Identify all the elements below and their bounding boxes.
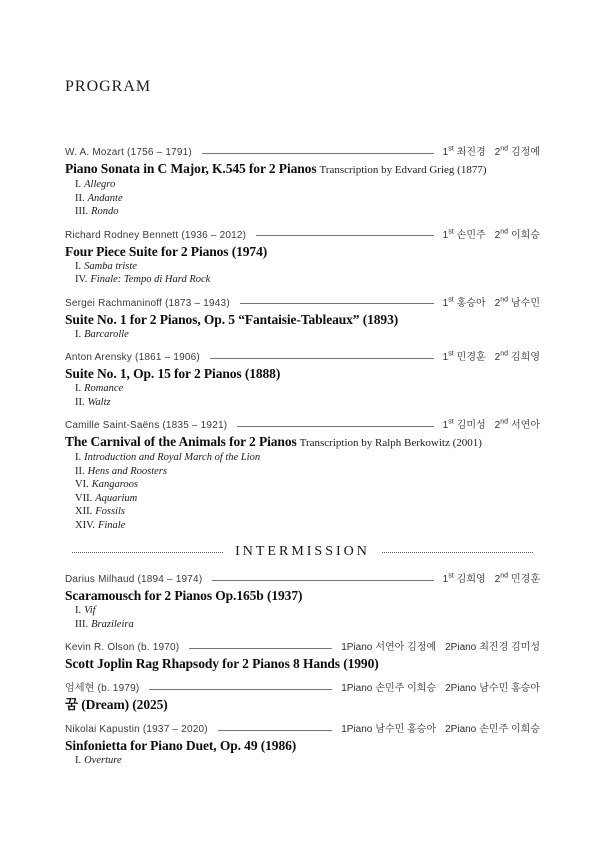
movement-list bbox=[75, 754, 540, 768]
performer-name: 최진경 김미성 bbox=[479, 642, 540, 653]
movement-number: I. bbox=[75, 328, 82, 340]
composer-name: Sergei Rachmaninoff (1873 – 1943) bbox=[65, 297, 230, 309]
performer-group bbox=[443, 352, 486, 364]
performers bbox=[341, 642, 540, 654]
movement-list bbox=[75, 328, 540, 342]
performer-group bbox=[341, 724, 436, 736]
movement-name: Finale: Tempo di Hard Rock bbox=[90, 274, 211, 285]
performer-part-label bbox=[495, 298, 508, 309]
performer-part-label bbox=[443, 420, 454, 431]
separator-rule bbox=[202, 153, 434, 154]
separator-rule bbox=[210, 358, 434, 359]
performer-part-label bbox=[443, 298, 454, 309]
performer-name: 김정예 bbox=[511, 147, 540, 158]
performer-name: 서연아 bbox=[511, 420, 540, 431]
composer-name: W. A. Mozart (1756 – 1791) bbox=[65, 147, 192, 158]
composer-name: Nikolai Kapustin (1937 – 2020) bbox=[65, 724, 208, 735]
composer-row bbox=[65, 147, 540, 159]
program-entry bbox=[65, 147, 540, 219]
piece-title-row bbox=[65, 738, 540, 754]
movement-name: Brazileira bbox=[91, 618, 134, 630]
movement bbox=[75, 396, 540, 410]
piece-title-row bbox=[65, 656, 540, 672]
performer-group bbox=[443, 298, 486, 310]
performer-part-number: 1 bbox=[442, 352, 449, 363]
piece-title: Sinfonietta for Piano Duet, Op. 49 (1986) bbox=[65, 738, 297, 753]
movement-name: Fossils bbox=[95, 506, 125, 517]
ordinal-suffix: nd bbox=[500, 350, 509, 358]
performer-part-label bbox=[443, 230, 454, 241]
performers bbox=[443, 298, 540, 310]
performer-name: 김희영 bbox=[456, 574, 486, 585]
performer-part-number: 1 bbox=[442, 147, 449, 158]
separator-rule bbox=[240, 303, 434, 304]
performer-part-number: 2 bbox=[494, 229, 501, 241]
composer-name: Anton Arensky (1861 – 1906) bbox=[65, 352, 200, 363]
piece-title-row bbox=[65, 434, 540, 451]
performer-part-number: 2 bbox=[494, 574, 501, 585]
piece-title-row bbox=[65, 588, 540, 604]
piece-title: Scott Joplin Rag Rhapsody for 2 Pianos 8 Hands (1990) bbox=[65, 656, 379, 671]
movement-number: III. bbox=[75, 206, 89, 217]
movement-name: Waltz bbox=[87, 396, 111, 408]
movement bbox=[75, 260, 540, 274]
movement bbox=[75, 478, 540, 492]
performer-part-number: 1 bbox=[442, 229, 449, 241]
ordinal-suffix: st bbox=[448, 350, 454, 358]
movement-name: Kangaroos bbox=[91, 479, 139, 490]
performer-name: 김미성 bbox=[456, 420, 486, 431]
separator-rule bbox=[218, 730, 332, 731]
intermission-row bbox=[65, 544, 540, 560]
composer-row bbox=[65, 724, 540, 736]
movement-name: Romance bbox=[84, 383, 124, 394]
piece-title: 꿈 (Dream) (2025) bbox=[65, 697, 168, 712]
performer-group bbox=[443, 230, 486, 242]
composer-row bbox=[65, 420, 540, 432]
ordinal-suffix: nd bbox=[500, 296, 509, 304]
movement-number: I. bbox=[75, 755, 82, 766]
performer-group bbox=[495, 420, 540, 432]
performer-group bbox=[341, 642, 436, 654]
composer-name: Camille Saint-Saëns (1835 – 1921) bbox=[65, 420, 228, 431]
piece-title-row bbox=[65, 312, 540, 328]
performer-part-label bbox=[443, 147, 454, 158]
performer-group bbox=[443, 574, 486, 586]
movement bbox=[75, 273, 540, 287]
performer-part-label bbox=[445, 642, 476, 653]
movement bbox=[75, 754, 540, 768]
separator-rule bbox=[149, 689, 332, 690]
movement-number: III. bbox=[75, 618, 89, 630]
movement-name: Barcarolle bbox=[84, 328, 129, 340]
performers bbox=[443, 574, 540, 586]
performers bbox=[443, 352, 540, 364]
performer-part-number: 1 bbox=[442, 297, 449, 309]
movement bbox=[75, 451, 540, 465]
performer-name: 서연아 김정예 bbox=[375, 642, 437, 653]
ordinal-suffix: nd bbox=[500, 418, 509, 426]
movement-number: I. bbox=[75, 260, 82, 272]
performer-part-label bbox=[495, 420, 508, 431]
performer-name: 이희승 bbox=[511, 229, 540, 241]
piece-title-row bbox=[65, 244, 540, 260]
movement bbox=[75, 205, 540, 219]
movement-name: Introduction and Royal March of the Lion bbox=[84, 452, 261, 463]
performer-part-number: 1 bbox=[442, 574, 449, 585]
program-entry bbox=[65, 298, 540, 342]
ordinal-suffix: st bbox=[448, 572, 454, 580]
performer-group bbox=[443, 147, 486, 159]
performer-name: 김희영 bbox=[511, 352, 540, 363]
ordinal-suffix: nd bbox=[500, 572, 509, 580]
ordinal-suffix: st bbox=[448, 145, 454, 153]
piece-title-row bbox=[65, 697, 540, 713]
movement-number: I. bbox=[75, 179, 82, 190]
movement bbox=[75, 604, 540, 618]
piece-title: Suite No. 1 for 2 Pianos, Op. 5 “Fantaisie-Tableaux” (1893) bbox=[65, 311, 399, 327]
movement-number: XIV. bbox=[75, 519, 95, 531]
performer-name: 민경훈 bbox=[511, 574, 540, 585]
dotted-leader-right bbox=[382, 552, 533, 553]
performers bbox=[341, 683, 540, 695]
ordinal-suffix: st bbox=[448, 228, 454, 236]
performer-name: 남수민 bbox=[511, 297, 540, 309]
dotted-leader-left bbox=[72, 552, 223, 553]
program-entry bbox=[65, 683, 540, 713]
performer-name: 홍승아 bbox=[456, 297, 486, 309]
program-list-first-half bbox=[65, 147, 540, 532]
movement bbox=[75, 192, 540, 206]
performer-group bbox=[445, 724, 540, 736]
performer-part-number: 1Piano bbox=[341, 683, 373, 694]
performer-name: 손민주 이희승 bbox=[479, 724, 540, 735]
performer-part-number: 2 bbox=[494, 147, 501, 158]
movement-number: XII. bbox=[75, 506, 93, 517]
movement-number: I. bbox=[75, 383, 82, 394]
performer-name: 손민주 이희승 bbox=[375, 683, 437, 694]
performer-name: 남수민 홍승아 bbox=[479, 683, 540, 694]
program-entry bbox=[65, 574, 540, 631]
piece-title: Scaramousch for 2 Pianos Op.165b (1937) bbox=[65, 588, 303, 603]
composer-name: Richard Rodney Bennett (1936 – 2012) bbox=[65, 229, 247, 241]
performer-part-label bbox=[443, 574, 454, 585]
performers bbox=[443, 230, 540, 242]
performer-part-label bbox=[445, 724, 476, 735]
performer-part-label bbox=[445, 683, 476, 694]
movement-list bbox=[75, 382, 540, 409]
performer-part-label bbox=[495, 352, 508, 363]
intermission-label: INTERMISSION bbox=[235, 544, 370, 559]
performer-part-label bbox=[495, 147, 508, 158]
page-title: PROGRAM bbox=[65, 78, 152, 95]
composer-row bbox=[65, 683, 540, 695]
program-entry bbox=[65, 642, 540, 672]
separator-rule bbox=[256, 235, 433, 236]
performer-group bbox=[341, 683, 436, 695]
program-entry bbox=[65, 724, 540, 768]
performer-part-number: 2Piano bbox=[445, 683, 477, 694]
performers bbox=[443, 420, 540, 432]
movement bbox=[75, 492, 540, 506]
performer-part-number: 1Piano bbox=[341, 642, 373, 653]
movement-number: I. bbox=[75, 605, 82, 616]
performer-part-label bbox=[495, 230, 508, 241]
ordinal-suffix: st bbox=[448, 418, 454, 426]
movement bbox=[75, 328, 540, 342]
performer-part-label bbox=[341, 724, 372, 735]
performer-part-number: 2Piano bbox=[445, 642, 477, 653]
movement-number: II. bbox=[75, 465, 85, 477]
composer-row bbox=[65, 230, 540, 242]
performer-name: 최진경 bbox=[456, 147, 486, 158]
performer-part-label bbox=[495, 574, 508, 585]
performer-name: 손민주 bbox=[456, 229, 486, 241]
composer-name: 엄세현 (b. 1979) bbox=[65, 683, 140, 694]
movement-name: Allegro bbox=[84, 179, 116, 190]
movement bbox=[75, 382, 540, 396]
performer-group bbox=[495, 574, 540, 586]
performer-group bbox=[495, 230, 540, 242]
movement-number: VII. bbox=[75, 492, 93, 504]
composer-row bbox=[65, 352, 540, 364]
performer-part-number: 2Piano bbox=[445, 724, 477, 735]
separator-rule bbox=[212, 580, 433, 581]
piece-title: Suite No. 1, Op. 15 for 2 Pianos (1888) bbox=[65, 366, 281, 381]
piece-note: Transcription by Ralph Berkowitz (2001) bbox=[299, 437, 482, 449]
composer-row bbox=[65, 642, 540, 654]
ordinal-suffix: nd bbox=[500, 228, 509, 236]
movement-name: Andante bbox=[87, 192, 123, 204]
movement-number: II. bbox=[75, 396, 85, 408]
movement-name: Samba triste bbox=[84, 260, 137, 272]
program-list-second-half bbox=[65, 574, 540, 768]
piece-note: Transcription by Edvard Grieg (1877) bbox=[319, 164, 487, 176]
movement-list bbox=[75, 178, 540, 219]
performer-part-label bbox=[443, 352, 454, 363]
composer-row bbox=[65, 574, 540, 586]
performer-name: 민경훈 bbox=[456, 352, 486, 363]
performer-part-number: 2 bbox=[494, 420, 501, 431]
movement-list bbox=[75, 604, 540, 631]
piece-title: The Carnival of the Animals for 2 Pianos bbox=[65, 434, 297, 449]
performer-name: 남수민 홍승아 bbox=[375, 724, 437, 735]
movement bbox=[75, 465, 540, 479]
performer-group bbox=[443, 420, 486, 432]
performers bbox=[341, 724, 540, 736]
program-entry bbox=[65, 352, 540, 409]
performer-part-number: 2 bbox=[494, 352, 501, 363]
performer-group bbox=[445, 642, 540, 654]
movement bbox=[75, 505, 540, 519]
movement-number: IV. bbox=[75, 274, 88, 285]
separator-rule bbox=[237, 426, 433, 427]
performer-group bbox=[445, 683, 540, 695]
performer-part-label bbox=[341, 642, 372, 653]
program-entry bbox=[65, 230, 540, 287]
ordinal-suffix: nd bbox=[500, 145, 509, 153]
composer-name: Kevin R. Olson (b. 1970) bbox=[65, 642, 180, 653]
performers bbox=[443, 147, 540, 159]
piece-title: Piano Sonata in C Major, K.545 for 2 Pianos bbox=[65, 161, 317, 176]
movement-name: Aquarium bbox=[95, 492, 138, 504]
movement-name: Hens and Roosters bbox=[87, 465, 167, 477]
movement-name: Overture bbox=[84, 755, 122, 766]
movement-name: Vif bbox=[84, 605, 96, 616]
movement-list bbox=[75, 451, 540, 532]
piece-title-row bbox=[65, 366, 540, 382]
performer-part-number: 2 bbox=[494, 297, 501, 309]
movement-number: II. bbox=[75, 192, 85, 204]
movement bbox=[75, 618, 540, 632]
movement-name: Finale bbox=[97, 519, 126, 531]
program-entry bbox=[65, 420, 540, 532]
performer-group bbox=[495, 147, 540, 159]
separator-rule bbox=[189, 648, 332, 649]
movement-list bbox=[75, 260, 540, 287]
piece-title: Four Piece Suite for 2 Pianos (1974) bbox=[65, 243, 268, 259]
movement-number: VI. bbox=[75, 479, 89, 490]
performer-part-label bbox=[341, 683, 372, 694]
performer-part-number: 1 bbox=[442, 420, 449, 431]
performer-group bbox=[495, 352, 540, 364]
ordinal-suffix: st bbox=[448, 296, 454, 304]
performer-part-number: 1Piano bbox=[341, 724, 373, 735]
performer-group bbox=[495, 298, 540, 310]
composer-row bbox=[65, 298, 540, 310]
piece-title-row bbox=[65, 161, 540, 178]
movement-number: I. bbox=[75, 452, 82, 463]
movement bbox=[75, 178, 540, 192]
movement bbox=[75, 519, 540, 533]
composer-name: Darius Milhaud (1894 – 1974) bbox=[65, 574, 203, 585]
movement-name: Rondo bbox=[91, 206, 119, 217]
